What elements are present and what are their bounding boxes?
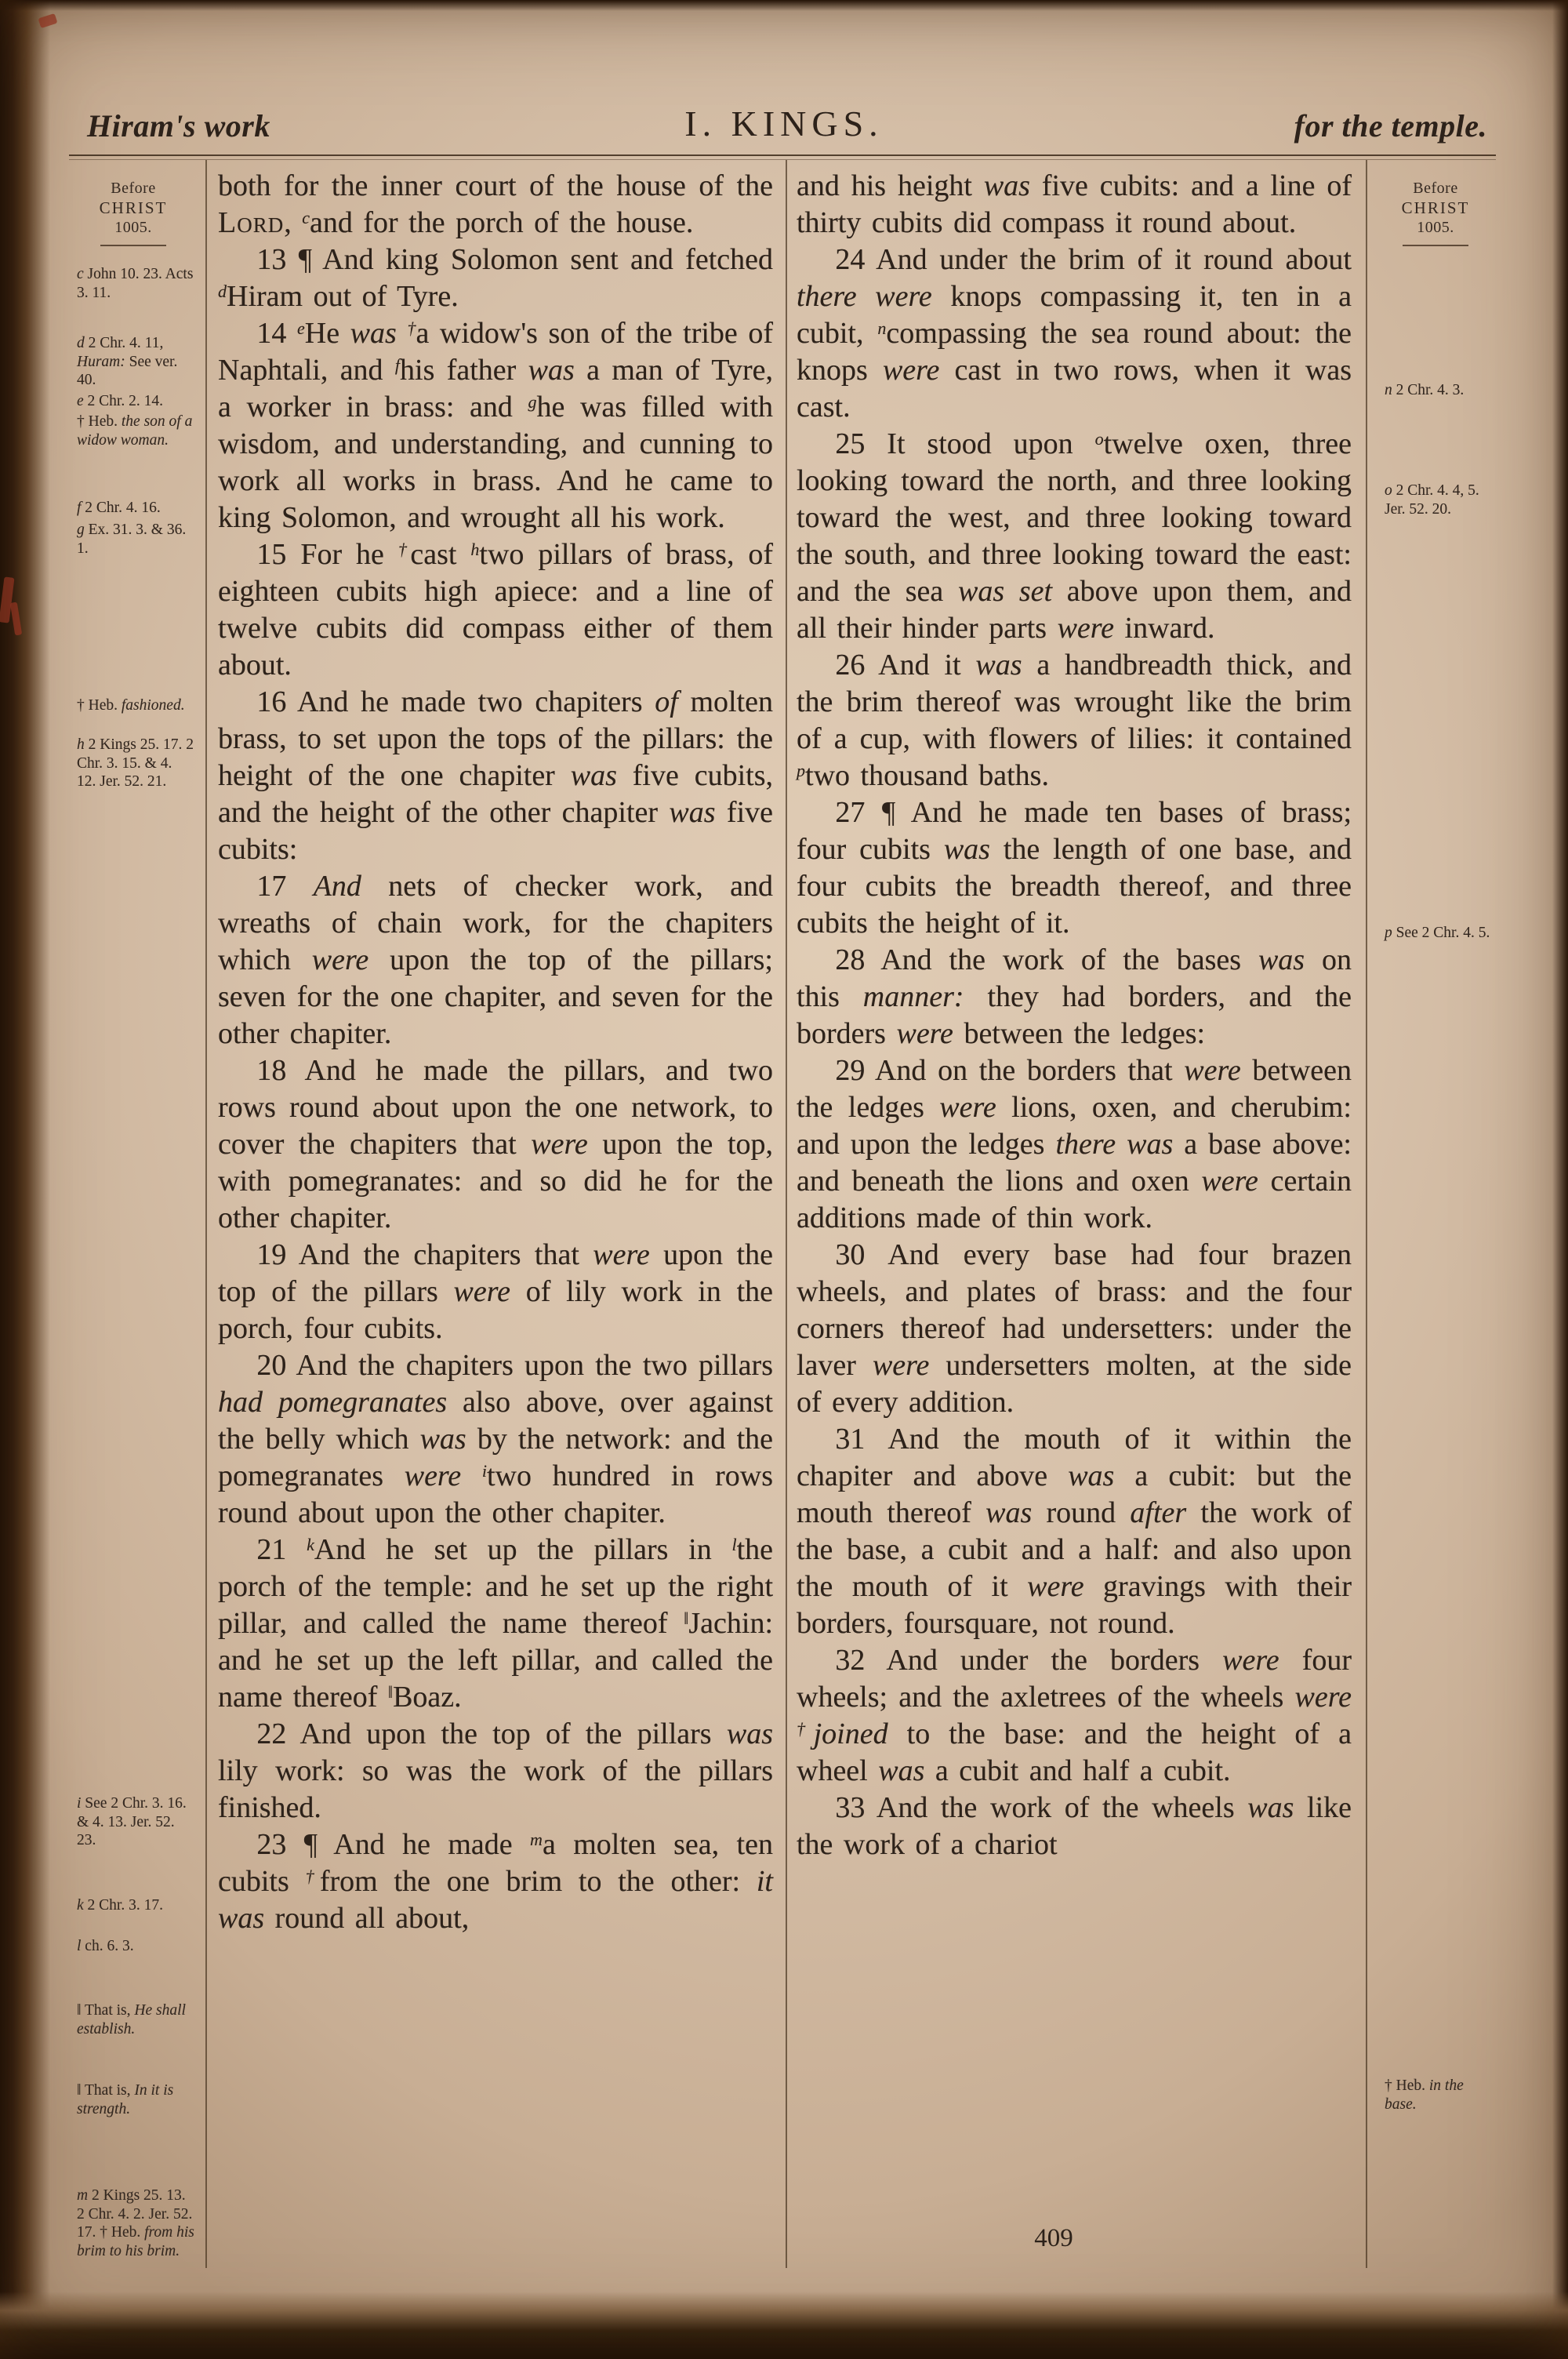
text-segment: were [404,1459,462,1492]
cross-reference-mark: o [1094,428,1104,449]
cross-reference-mark: ‖ [684,1608,689,1628]
column-divider-rule [205,160,207,2268]
text-segment: In it is strength. [77,2082,174,2117]
page-number: 409 [1034,2224,1073,2252]
verse-paragraph: 29 And on the borders that were between the ledges were lions, oxen, and cherubim: and upon the ledges there was a base above: and beneath the lions and oxen were certain additions made of thin work. [797,1054,1352,1234]
column-divider-rule [786,160,787,2268]
text-segment: from his brim to his brim. [77,2224,194,2259]
text-segment: f [77,500,85,516]
text-segment: c [77,266,88,282]
page-top-edge-shadow [0,0,1568,11]
bc-line: CHRIST [1401,198,1470,217]
text-segment: were [1057,612,1115,645]
text-segment: were [1184,1054,1241,1087]
margin-note: n 2 Chr. 4. 3. [1385,382,1465,398]
margin-note: g Ex. 31. 3. & 36. 1. [77,522,187,557]
text-segment: k [77,1897,88,1914]
cross-reference-mark: † [407,318,416,338]
text-segment: joined [813,1717,888,1750]
verse-paragraph: 28 And the work of the bases was on this manner: they had borders, and the borders were between the ledges: [797,943,1352,1050]
margin-note: † Heb. the son of a widow woman. [77,413,193,449]
text-segment: fashioned. [121,697,185,714]
running-header-right: for the temple. [1294,108,1487,144]
before-christ-date-block [1377,179,1494,246]
text-segment: in the base. [1385,2077,1464,2113]
text-segment: had pomegranates [218,1386,448,1419]
margin-note: ‖ That is, In it is strength. [77,2082,174,2117]
cross-reference-mark: c [302,207,310,227]
running-header-left: Hiram's work [87,108,270,144]
verse-paragraph: 16 And he made two chapiters of molten brass, to set upon the tops of the pillars: the height of the one chapiter was five cubits, and the height of the other chapiter was five cubits: [218,685,774,866]
cross-reference-mark: d [218,281,227,301]
verse-continuation-paragraph: and his height was five cubits: and a line of thirty cubits did compass it round about. [797,169,1352,239]
verse-paragraph: 21 $^k$And he set up the pillars in $^l$the porch of the temple: and he set up the right pillar, and called the name thereof ‖Jachin: and he set up the left pillar, and called the name thereof ‖Boaz. [218,1533,774,1714]
text-segment: d [77,335,89,351]
text-segment: were [1027,1570,1084,1603]
text-segment: was [528,354,575,387]
left-text-column [218,168,773,1937]
text-segment: were [593,1238,650,1271]
text-segment: were [531,1128,588,1161]
text-segment: there was [1055,1128,1174,1161]
verse-paragraph: 25 It stood upon $^o$twelve oxen, three looking toward the north, and three looking toward the west, and three looking toward the south, and three looking toward the east: and the sea was set above upon them, and all their hinder parts were inward. [797,427,1352,645]
bc-underline-rule [1403,245,1468,246]
verse-paragraph: 17 And nets of checker work, and wreaths of chain work, for the chapiters which were upon the top of the pillars; seven for the one chapiter, and seven for the other chapiter. [218,870,774,1050]
verse-paragraph: 26 And it was a handbreadth thick, and the brim thereof was wrought like the brim of a cup, with flowers of lilies: it contained $^p$two thousand baths. [797,649,1352,792]
text-segment: Lord [218,206,285,239]
verse-paragraph: 23 ¶ And he made $^m$a molten sea, ten cubits †from the one brim to the other: it was round all about, [218,1828,773,1935]
text-segment: He shall establish. [77,2002,186,2037]
verse-paragraph: 32 And under the borders were four wheels; and the axletrees of the wheels were †joined to the base: and the height of a wheel was a cubit and half a cubit. [797,1644,1352,1787]
text-segment: there were [797,280,932,313]
text-segment: e [77,393,88,409]
text-segment: was [985,1496,1033,1529]
text-segment: were [872,1349,930,1382]
cross-reference-mark: g [528,391,537,412]
verse-paragraph: 18 And he made the pillars, and two rows round about upon the one network, to cover the chapiters that were upon the top, with pomegranates: and so did he for the other chapiter. [218,1054,774,1234]
margin-note: d 2 Chr. 4. 11, Huram: See ver. 40. [77,335,178,388]
margin-note: c John 10. 23. Acts 3. 11. [77,266,194,301]
margin-note: i See 2 Chr. 3. 16. & 4. 13. Jer. 52. 23. [77,1795,187,1848]
text-segment: were [1294,1681,1352,1714]
left-margin-notes-column [71,166,196,2276]
text-segment: h [77,736,89,753]
margin-note: l ch. 6. 3. [77,1938,134,1954]
cross-reference-mark: h [470,539,480,559]
right-margin-notes-column [1377,166,1494,2276]
verse-paragraph: 24 And under the brim of it round about there were knops compassing it, ten in a cubit, $^n$compassing the sea round about: the knops were cast in two rows, when it was cast. [797,243,1352,423]
text-segment: was [350,317,397,350]
cross-reference-mark: f [394,354,401,375]
text-segment: was [983,169,1030,202]
text-segment: were [896,1017,953,1050]
verse-paragraph: 13 ¶ And king Solomon sent and fetched $^d$Hiram out of Tyre. [218,243,773,313]
bc-line: CHRIST [99,198,168,217]
column-divider-rule [1366,160,1367,2268]
cross-reference-mark: † [397,539,411,559]
text-segment: was [1068,1459,1115,1492]
cross-reference-mark: i [481,1460,487,1481]
verse-paragraph: 20 And the chapiters upon the two pillars had pomegranates also above, over against the belly which was by the network: and the pomegranates were $^i$two hundred in rows round about upon the other chapiter. [218,1349,774,1529]
cross-reference-mark: e [296,318,305,338]
margin-note: h 2 Kings 25. 17. 2 Chr. 3. 15. & 4. 12. Jer. 52. 21. [77,736,194,790]
cross-reference-mark: ‖ [387,1681,394,1702]
text-segment: were [311,943,369,976]
text-segment: manner: [862,980,964,1013]
book-binding-edge [0,0,50,2359]
running-header [74,99,1494,144]
verse-paragraph: 19 And the chapiters that were upon the top of the pillars were of lily work in the porch, four cubits. [218,1238,774,1345]
text-segment: l [77,1938,85,1954]
verse-paragraph: 31 And the mouth of it within the chapiter and above was a cubit: but the mouth thereof was round after the work of the base, a cubit and a half: and also upon the mouth of it were gravings with their borders, foursquare, not round. [797,1423,1352,1640]
header-rule [69,154,1496,160]
text-segment: was set [957,575,1053,608]
text-segment: i [77,1795,85,1812]
verse-paragraph: 14 $^e$He was †a widow's son of the tribe of Naphtali, and $^f$his father was a man of Tyre, a worker in brass: and $^g$he was filled with wisdom, and understanding, and cunning to work all works in brass. And he came to king Solomon, and wrought all his work. [218,317,774,534]
text-segment: g [77,522,89,538]
cross-reference-mark: m [530,1829,543,1849]
verse-paragraph: 27 ¶ And he made ten bases of brass; four cubits was the length of one base, and four cubits the breadth thereof, and three cubits the height of it. [797,796,1352,940]
text-segment: n [1385,382,1396,398]
text-segment: was [878,1754,925,1787]
text-segment: the son of a widow woman. [77,413,193,449]
text-segment: Huram: [77,353,125,370]
cross-reference-mark: n [877,318,887,338]
text-segment: were [1222,1644,1279,1677]
text-segment: p [1385,925,1396,941]
text-segment: was [570,759,617,792]
text-segment: was [669,796,716,829]
cross-reference-mark: p [797,760,806,780]
text-segment: was [1247,1791,1294,1824]
text-segment: of [655,685,678,718]
right-text-column [797,168,1352,1863]
book-title: I. KINGS. [684,104,884,144]
text-segment: after [1130,1496,1187,1529]
text-segment: were [453,1275,510,1308]
margin-note: † Heb. in the base. [1385,2077,1464,2113]
page-bottom-edge-shadow [0,2292,1568,2359]
text-segment: And [313,870,361,903]
margin-note: e 2 Chr. 2. 14. [77,393,163,409]
text-segment: was [726,1717,773,1750]
text-segment: was [943,833,990,866]
text-segment: m [77,2187,92,2204]
before-christ-date-block [71,179,196,246]
bc-line: Before [111,180,156,197]
text-segment: were [1201,1165,1258,1198]
margin-note: ‖ That is, He shall establish. [77,2002,186,2037]
bc-line: 1005. [1417,219,1454,236]
text-segment: o [1385,482,1396,499]
text-segment: was [975,649,1022,682]
cross-reference-mark: l [731,1534,737,1554]
cross-reference-mark: k [307,1534,314,1554]
bc-line: Before [1413,180,1458,197]
text-segment: was [419,1423,466,1456]
text-segment: it was [218,1865,773,1935]
verse-paragraph: 15 For he †cast $^h$two pillars of brass, of eighteen cubits high apiece: and a line of twelve cubits did compass either of them about. [218,538,774,682]
margin-note: o 2 Chr. 4. 4, 5. Jer. 52. 20. [1385,482,1479,518]
cross-reference-mark: † [305,1866,320,1886]
text-segment: were [882,354,940,387]
margin-note: m 2 Kings 25. 13. 2 Chr. 4. 2. Jer. 52. 17. † Heb. from his brim to his brim. [77,2187,194,2259]
verse-paragraph: 22 And upon the top of the pillars was lily work: so was the work of the pillars finished. [218,1717,773,1824]
bc-line: 1005. [114,219,152,236]
margin-note: † Heb. fashioned. [77,697,185,714]
margin-note: k 2 Chr. 3. 17. [77,1897,163,1914]
margin-note: f 2 Chr. 4. 16. [77,500,161,516]
text-segment: was [1258,943,1305,976]
verse-continuation-paragraph: both for the inner court of the house of the Lord, $^c$and for the porch of the house. [218,169,773,239]
page-right-edge-shadow [1552,0,1568,2359]
bc-underline-rule [100,245,166,246]
page-content [69,166,1496,2276]
margin-note: p See 2 Chr. 4. 5. [1385,925,1490,941]
text-segment: were [939,1091,996,1124]
verse-paragraph: 30 And every base had four brazen wheels, and plates of brass: and the four corners thereof had undersetters: under the laver were undersetters molten, at the side of every addition. [797,1238,1352,1419]
cross-reference-mark: † [797,1718,814,1739]
verse-paragraph: 33 And the work of the wheels was like the work of a chariot [797,1791,1352,1861]
